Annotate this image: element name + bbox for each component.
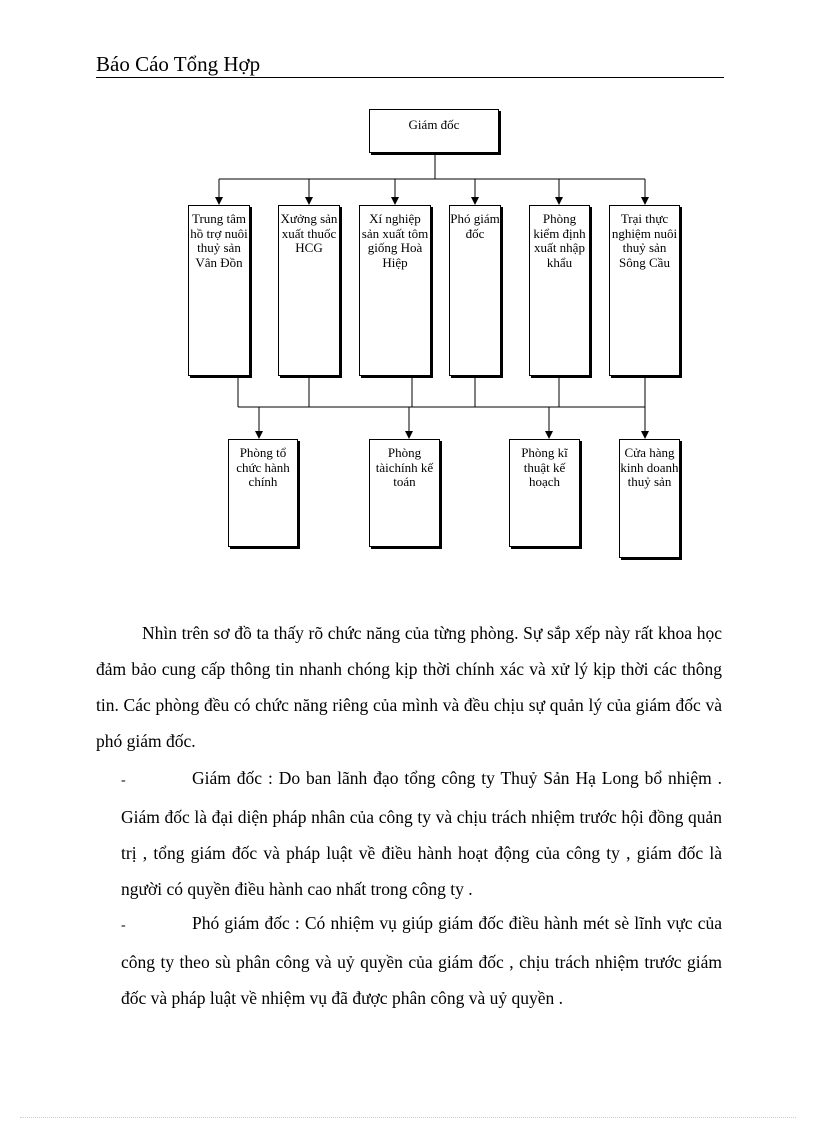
org-box-deputy-director: Phó giám đốc bbox=[449, 205, 501, 376]
org-box-dept-finance: Phòng tàichính kế toán bbox=[369, 439, 440, 547]
bullet-marker: - bbox=[121, 773, 126, 788]
bullet-marker: - bbox=[121, 918, 126, 933]
paragraph-overview: Nhìn trên sơ đồ ta thấy rõ chức năng của từng phòng. Sự sắp xếp này rất khoa học đảm bảo cung cấp thông tin nhanh chóng kịp thời chính xác và xử lý kịp thời các thông tin. Các phòng đều có chức năng riêng của mình và đều chịu sự quản lý của giám đốc và phó giám đốc. bbox=[96, 623, 722, 751]
org-box-unit-van-don: Trung tâm hồ trợ nuôi thuỷ sản Vân Đồn bbox=[188, 205, 250, 376]
bullet-deputy-text: Phó giám đốc : Có nhiệm vụ giúp giám đốc điều hành mét sè lĩnh vực của công ty theo sù phân công và uỷ quyền của giám đốc , chịu trách nhiệm trước giám đốc và pháp luật về nhiệm vụ đã được phân công và uỷ quyền . bbox=[121, 913, 722, 1008]
org-box-dept-technical: Phòng kĩ thuật kế hoạch bbox=[509, 439, 580, 547]
org-box-unit-hoa-hiep: Xí nghiệp sản xuất tôm giống Hoà Hiệp bbox=[359, 205, 431, 376]
bullet-deputy-director bbox=[121, 905, 722, 1016]
org-box-unit-song-cau: Trại thực nghiệm nuôi thuỷ sản Sông Cầu bbox=[609, 205, 680, 376]
footer-rule bbox=[20, 1117, 796, 1118]
bullet-director-text: Giám đốc : Do ban lãnh đạo tổng công ty Thuỷ Sản Hạ Long bổ nhiệm . Giám đốc là đại diện pháp nhân của công ty và chịu trách nhiệm trước hội đồng quản trị , tổng giám đốc và pháp luật về điều hành hoạt động của công ty , giám đốc là người có quyền điều hành cao nhất trong công ty . bbox=[121, 768, 722, 899]
org-box-dept-admin: Phòng tổ chức hành chính bbox=[228, 439, 298, 547]
bullet-director bbox=[121, 760, 722, 907]
org-box-dept-store: Cửa hàng kinh doanh thuỷ sản bbox=[619, 439, 680, 558]
org-box-unit-hcg: Xưởng sản xuất thuốc HCG bbox=[278, 205, 340, 376]
org-box-director: Giám đốc bbox=[369, 109, 499, 153]
org-box-unit-import-export: Phòng kiểm định xuất nhập khẩu bbox=[529, 205, 590, 376]
page-header-title: Báo Cáo Tổng Hợp bbox=[96, 52, 261, 76]
